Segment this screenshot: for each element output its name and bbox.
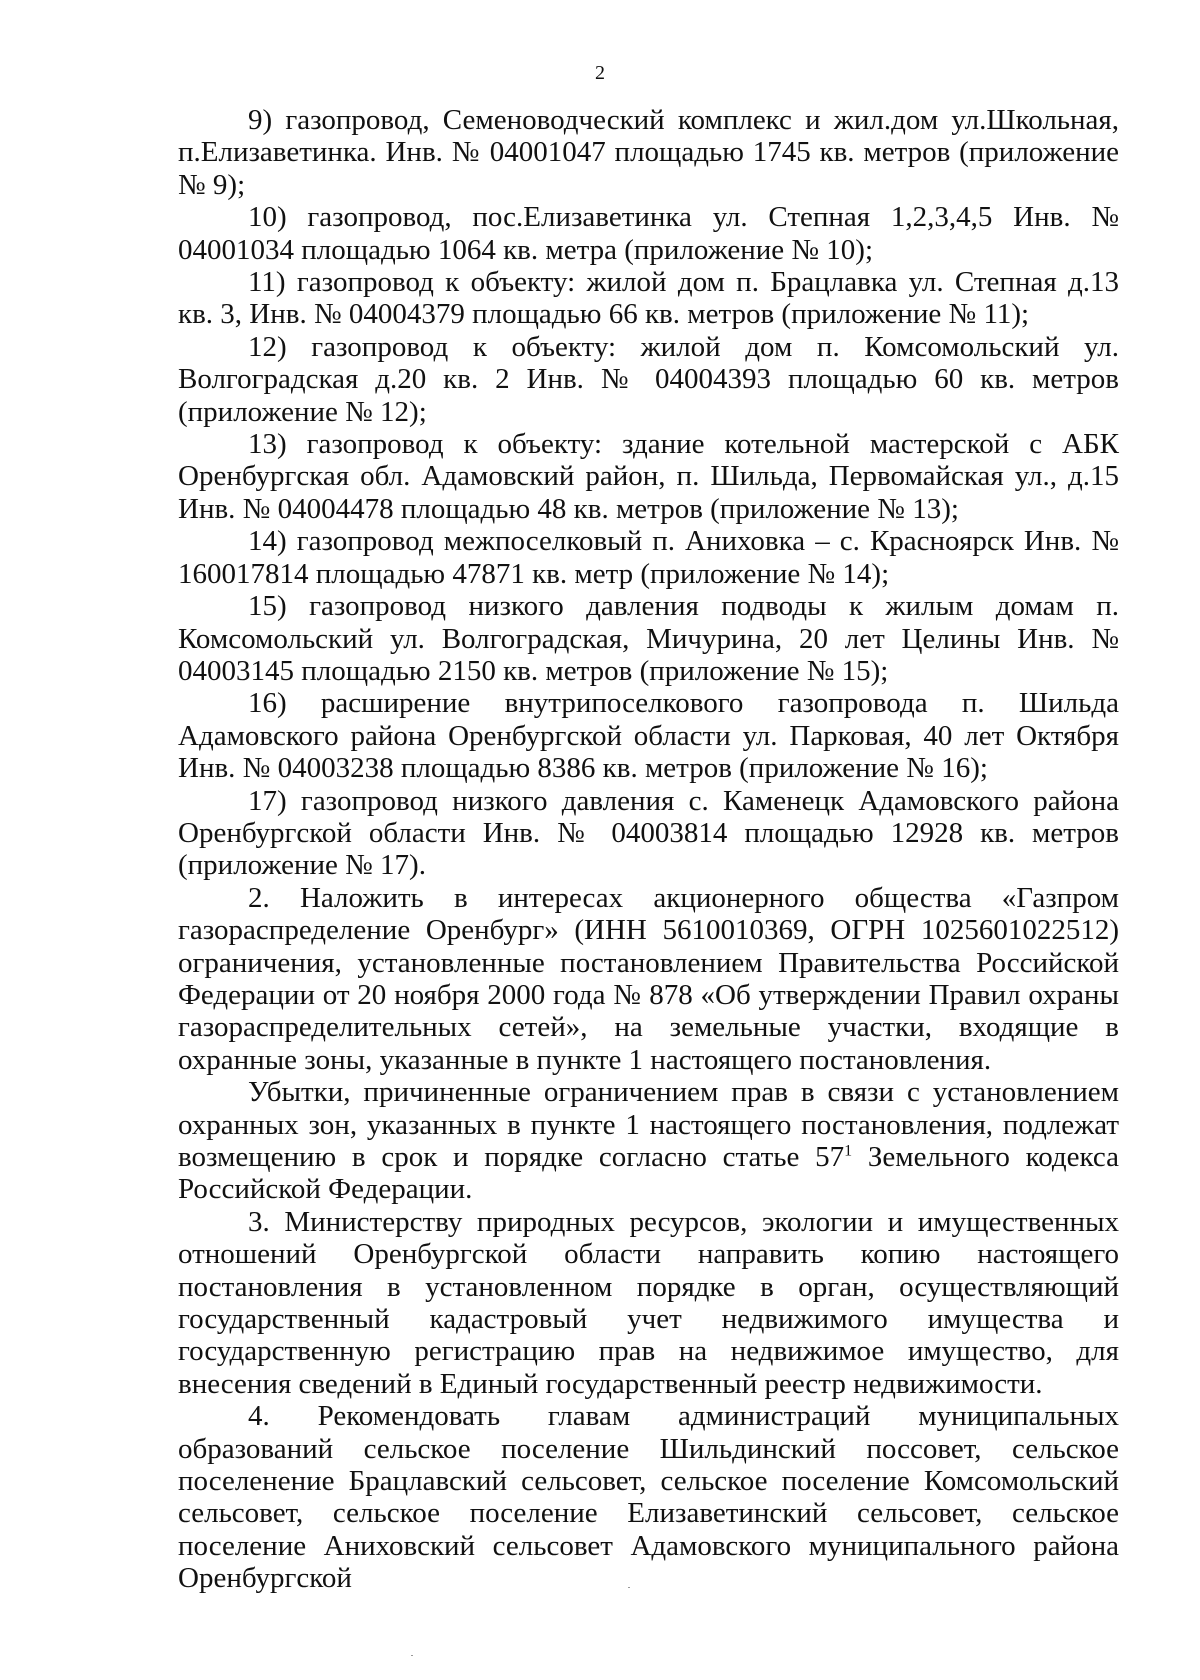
document-body bbox=[178, 104, 1119, 1595]
item-15-paragraph: 15) газопровод низкого давления подводы к жилым домам п. Комсомольский ул. Волгоградская, Мичурина, 20 лет Целины Инв. № 04003145 площадью 2150 кв. метров (приложение № 15); bbox=[178, 590, 1119, 687]
losses-text-after: Земельного кодекса Российской Федерации. bbox=[178, 1141, 1120, 1206]
scan-speck bbox=[411, 1655, 413, 1656]
item-12-paragraph: 12) газопровод к объекту: жилой дом п. Комсомольский ул. Волгоградская д.20 кв. 2 Инв. № 04004393 площадью 60 кв. метров (приложение № 12); bbox=[178, 330, 1119, 428]
item-10-paragraph: 10) газопровод, пос.Елизаветинка ул. Степная 1,2,3,4,5 Инв. № 04001034 площадью 1064 кв. метра (приложение № 10); bbox=[178, 201, 1119, 266]
losses-paragraph bbox=[178, 1076, 1119, 1206]
losses-text-before: Убытки, причиненные ограничением прав в связи с установлением охранных зон, указанных в пункте 1 настоящего постановления, подлежат возмещению в срок и порядке согласно статье 57 bbox=[178, 1076, 1119, 1173]
section-4-paragraph: 4. Рекомендовать главам администраций муниципальных образований сельское поселение Шильдинский поссовет, сельское поселенение Брацлавский сельсовет, сельское поселение Комсомольский сельсовет, сельское поселение Елизаветинский сельсовет, сельское поселение Аниховский сельсовет Адамовского муниципального района Оренбургской bbox=[178, 1400, 1119, 1595]
item-9-paragraph: 9) газопровод, Семеноводческий комплекс и жил.дом ул.Школьная, п.Елизаветинка. Инв. № 04001047 площадью 1745 кв. метров (приложение № 9); bbox=[178, 104, 1119, 201]
item-14-paragraph: 14) газопровод межпоселковый п. Аниховка – с. Красноярск Инв. № 160017814 площадью 47871 кв. метр (приложение № 14); bbox=[178, 525, 1119, 590]
item-11-paragraph: 11) газопровод к объекту: жилой дом п. Брацлавка ул. Степная д.13 кв. 3, Инв. № 04004379 площадью 66 кв. метров (приложение № 11); bbox=[178, 266, 1119, 331]
scan-speck bbox=[628, 1587, 630, 1588]
section-2-paragraph: 2. Наложить в интересах акционерного общества «Газпром газораспределение Оренбург» (ИНН 5610010369, ОГРН 1025601022512) ограничения, установленные постановлением Правительства Российской Федерации от 20 ноября 2000 года № 878 «Об утверждении Правил охраны газораспределительных сетей», на земельные участки, входящие в охранные зоны, указанные в пункте 1 настоящего постановления. bbox=[178, 881, 1119, 1076]
article-superscript: 1 bbox=[844, 1142, 853, 1160]
item-16-paragraph: 16) расширение внутрипоселкового газопровода п. Шильда Адамовского района Оренбургской области ул. Парковая, 40 лет Октября Инв. № 04003238 площадью 8386 кв. метров (приложение № 16); bbox=[178, 687, 1119, 785]
page-number: 2 bbox=[595, 62, 605, 84]
item-13-paragraph: 13) газопровод к объекту: здание котельной мастерской с АБК Оренбургская обл. Адамовский район, п. Шильда, Первомайская ул., д.15 Инв. № 04004478 площадью 48 кв. метров (приложение № 13); bbox=[178, 428, 1119, 525]
item-17-paragraph: 17) газопровод низкого давления с. Каменецк Адамовского района Оренбургской области Инв. № 04003814 площадью 12928 кв. метров (приложение № 17). bbox=[178, 784, 1119, 882]
section-3-paragraph: 3. Министерству природных ресурсов, экологии и имущественных отношений Оренбургской области направить копию настоящего постановления в установленном порядке в орган, осуществляющий государственный кадастровый учет недвижимого имущества и государственную регистрацию прав на недвижимое имущество, для внесения сведений в Единый государственный реестр недвижимости. bbox=[178, 1205, 1119, 1400]
